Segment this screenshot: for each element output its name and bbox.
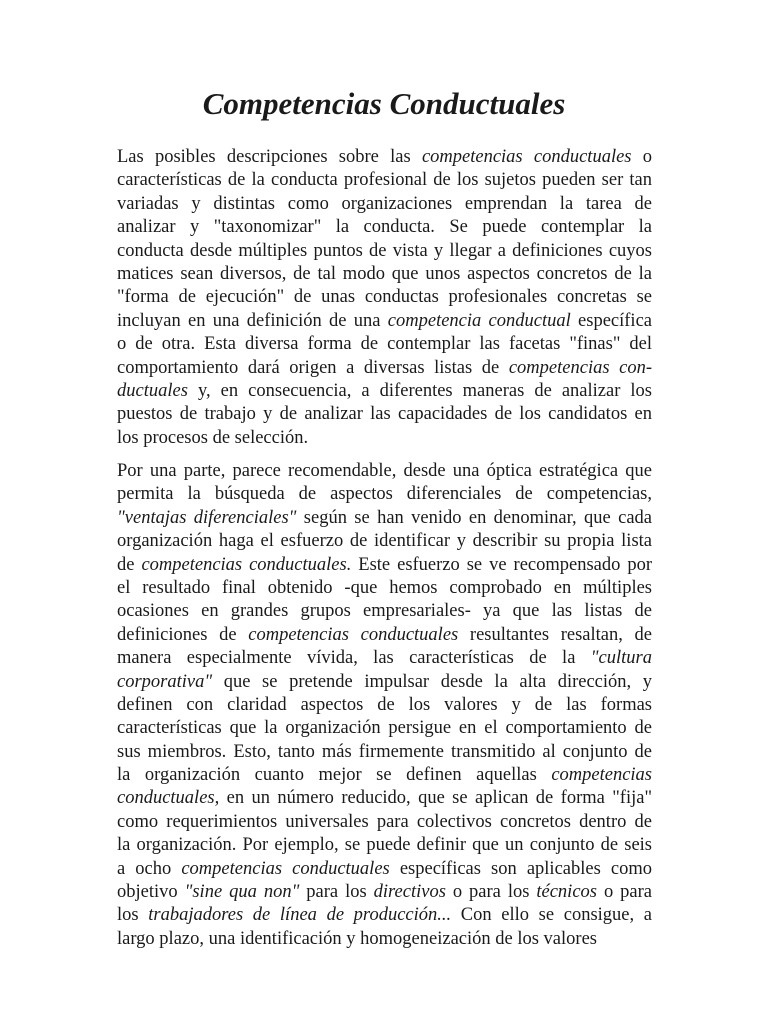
- text-segment: la organización cuanto mejor se definen aquellas: [117, 765, 552, 786]
- text-line: [117, 717, 652, 740]
- text-line: [117, 787, 652, 810]
- text-segment: en un número reducido, que se aplican de forma "fija": [219, 788, 652, 809]
- text-line: [117, 507, 652, 530]
- text-segment: los: [117, 905, 149, 926]
- text-line: [117, 554, 652, 577]
- italic-text: competencias conductuales: [421, 147, 632, 167]
- text-line: [117, 881, 652, 904]
- text-segment: sus miembros. Esto, tanto más firmemente transmitido al conjunto de: [117, 741, 652, 762]
- italic-text: competencias con-: [508, 357, 652, 378]
- text-line: [117, 764, 652, 787]
- text-line: [117, 624, 652, 647]
- text-segment: que se pretende impulsar desde la alta dirección, y: [212, 671, 652, 692]
- text-line: [117, 286, 652, 309]
- text-line: [117, 169, 652, 192]
- text-segment: a ocho: [117, 858, 182, 879]
- text-line: [117, 146, 652, 169]
- document-title: Competencias Conductuales: [202, 86, 566, 121]
- italic-text: técnicos: [536, 882, 597, 903]
- text-line: [117, 263, 652, 286]
- text-segment: objetivo: [117, 882, 185, 903]
- text-segment: resultantes resaltan, de: [458, 624, 652, 645]
- paragraph-2: [117, 460, 652, 951]
- text-segment: variadas y distintas como organizaciones emprendan la tarea de: [117, 193, 652, 214]
- italic-text: competencias conductuales: [248, 624, 459, 645]
- text-line: [117, 530, 652, 553]
- text-segment: según se han venido en denominar, que cada: [296, 507, 652, 528]
- italic-text: "ventajas diferenciales": [117, 507, 297, 528]
- text-segment: "forma de ejecución" de unas conductas profesionales concretas se: [117, 287, 652, 308]
- italic-text: competencias conductuales.: [141, 554, 352, 575]
- text-segment: ocasiones en grandes grupos empresariales- ya que las listas de: [117, 601, 652, 622]
- italic-text: directivos: [373, 882, 446, 903]
- text-line: [117, 671, 652, 694]
- text-segment: el resultado final obtenido -que hemos comprobado en múltiples: [117, 577, 652, 598]
- text-segment: matices sean diversos, de tal modo que unos aspectos concretos de la: [117, 263, 652, 284]
- text-segment: definiciones de: [117, 624, 249, 645]
- text-segment: características que la organización persigue en el comportamiento de: [117, 718, 652, 739]
- italic-text: competencias: [551, 765, 652, 786]
- text-segment: definen con claridad aspectos de los valores y de las formas: [117, 694, 652, 715]
- text-segment: específicas son aplicables como: [389, 858, 652, 879]
- text-line: [117, 647, 652, 670]
- text-line: [117, 193, 652, 216]
- text-line: [117, 240, 652, 263]
- text-line: [117, 460, 652, 483]
- text-line: [117, 904, 652, 927]
- text-line: [117, 216, 652, 239]
- text-line: [117, 427, 652, 450]
- italic-text: competencia conductual: [387, 310, 571, 331]
- text-segment: Este esfuerzo se ve recompensado por: [351, 554, 652, 575]
- text-segment: los procesos de selección.: [117, 427, 309, 448]
- text-segment: incluyan en una definición de una: [117, 310, 388, 331]
- text-segment: como requerimientos universales para colectivos concretos dentro de: [117, 811, 652, 832]
- text-segment: de: [117, 554, 142, 575]
- italic-text: "cultura: [590, 648, 652, 669]
- text-segment: comportamiento dará origen a diversas listas de: [117, 357, 509, 378]
- italic-text: "sine qua non": [184, 882, 300, 903]
- text-line: [117, 694, 652, 717]
- text-segment: para los: [299, 882, 374, 903]
- text-segment: y, en consecuencia, a diferentes maneras de analizar los: [187, 380, 652, 401]
- text-line: [117, 811, 652, 834]
- text-line: [117, 403, 652, 426]
- text-line: [117, 357, 652, 380]
- text-line: [117, 928, 652, 951]
- text-segment: Con ello se consigue, a: [451, 905, 652, 926]
- italic-text: conductuales,: [117, 788, 220, 809]
- italic-text: competencias conductuales: [181, 858, 390, 879]
- text-segment: conducta desde múltiples puntos de vista y llegar a definiciones cuyos: [117, 240, 652, 261]
- text-line: [117, 333, 652, 356]
- text-line: [117, 600, 652, 623]
- text-line: [117, 577, 652, 600]
- text-segment: específica: [570, 310, 652, 331]
- text-segment: manera especialmente vívida, las características de la: [117, 648, 591, 669]
- text-line: [117, 483, 652, 506]
- text-segment: Por una parte, parece recomendable, desde una óptica estratégica que: [117, 461, 652, 481]
- text-segment: analizar y "taxonomizar" la conducta. Se puede contemplar la: [117, 217, 652, 238]
- text-segment: organización haga el esfuerzo de identificar y describir su propia lista: [117, 531, 652, 552]
- italic-text: corporativa": [117, 671, 213, 692]
- text-segment: o de otra. Esta diversa forma de contemplar las facetas "finas" del: [117, 334, 652, 355]
- paragraph-1: [117, 146, 652, 450]
- text-segment: largo plazo, una identificación y homogeneización de los valores: [117, 928, 597, 949]
- text-segment: o: [631, 147, 652, 167]
- text-segment: la organización. Por ejemplo, se puede definir que un conjunto de seis: [117, 835, 652, 856]
- text-segment: o para: [597, 882, 652, 903]
- text-line: [117, 858, 652, 881]
- text-line: [117, 310, 652, 333]
- italic-text: trabajadores de línea de producción...: [148, 905, 452, 926]
- text-line: [117, 380, 652, 403]
- text-segment: o para los: [445, 882, 537, 903]
- text-segment: puestos de trabajo y de analizar las capacidades de los candidatos en: [117, 404, 652, 425]
- italic-text: ductuales: [117, 380, 188, 401]
- text-line: [117, 741, 652, 764]
- text-segment: permita la búsqueda de aspectos diferenciales de competencias,: [117, 484, 652, 505]
- text-segment: Las posibles descripciones sobre las: [117, 147, 422, 167]
- text-line: [117, 834, 652, 857]
- text-segment: características de la conducta profesional de los sujetos pueden ser tan: [117, 170, 652, 191]
